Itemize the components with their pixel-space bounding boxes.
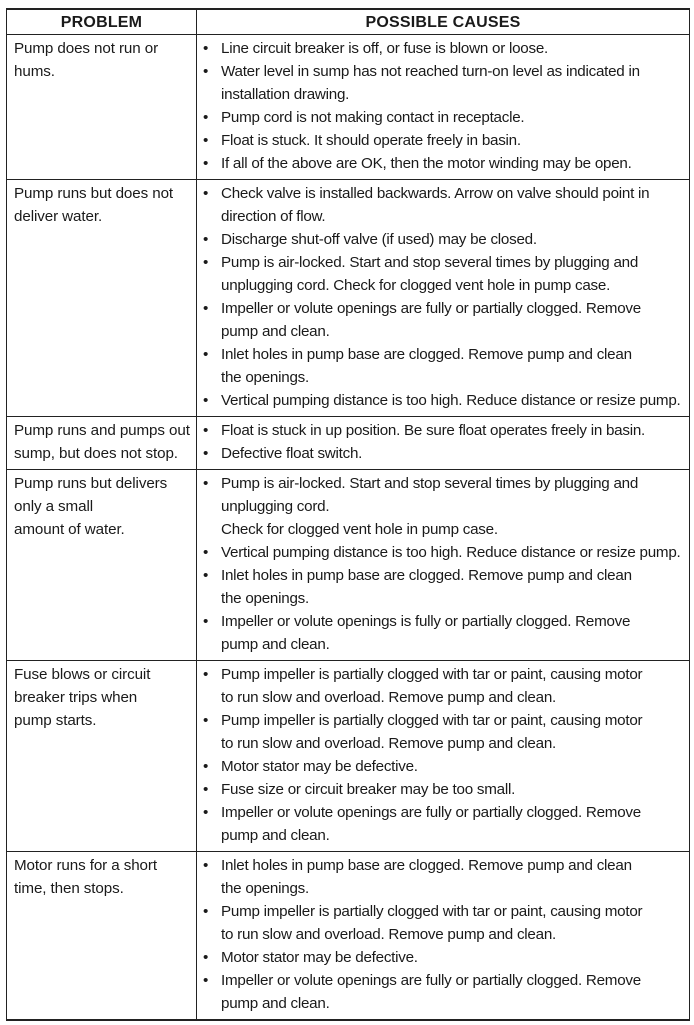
cause-item (201, 152, 687, 175)
cause-text-line: to run slow and overload. Remove pump and clean. (221, 689, 556, 706)
problem-text-line: Motor runs for a short (14, 857, 157, 874)
bullet-icon: • (203, 544, 209, 561)
cause-text-line: pump and clean. (221, 827, 330, 844)
bullet-icon: • (203, 475, 209, 492)
bullet-icon: • (203, 109, 209, 126)
bullet-icon: • (203, 613, 209, 630)
cause-item (201, 182, 687, 228)
cause-text-line: pump and clean. (221, 995, 330, 1012)
table-row (7, 852, 690, 1021)
header-possible-causes: POSSIBLE CAUSES (197, 9, 690, 35)
cause-text-line: installation drawing. (221, 86, 350, 103)
problem-text-line: Fuse blows or circuit (14, 666, 151, 683)
cause-text-line: pump and clean. (221, 323, 330, 340)
cause-text-line: Motor stator may be defective. (221, 949, 418, 966)
problem-text-line: Pump does not run or (14, 40, 159, 57)
bullet-icon: • (203, 155, 209, 172)
cause-list (201, 419, 687, 465)
bullet-icon: • (203, 254, 209, 271)
table-row (7, 417, 690, 470)
causes-cell (197, 417, 690, 470)
cause-item (201, 472, 687, 541)
problem-text-line: Pump runs but does not (14, 185, 174, 202)
cause-text-line: Inlet holes in pump base are clogged. Remove pump and clean (221, 567, 632, 584)
cause-list (201, 472, 687, 656)
causes-cell (197, 35, 690, 180)
problem-cell (7, 852, 197, 1021)
bullet-icon: • (203, 903, 209, 920)
bullet-icon: • (203, 445, 209, 462)
cause-text-line: Inlet holes in pump base are clogged. Remove pump and clean (221, 346, 632, 363)
cause-text-line: Check for clogged vent hole in pump case. (221, 521, 498, 538)
bullet-icon: • (203, 185, 209, 202)
cause-item (201, 755, 687, 778)
table-row (7, 470, 690, 661)
problem-text-line: time, then stops. (14, 880, 124, 897)
table-body (7, 35, 690, 1021)
cause-item (201, 60, 687, 106)
cause-text-line: Vertical pumping distance is too high. Reduce distance or resize pump. (221, 392, 681, 409)
bullet-icon: • (203, 132, 209, 149)
bullet-icon: • (203, 972, 209, 989)
problem-text-line: pump starts. (14, 712, 97, 729)
bullet-icon: • (203, 346, 209, 363)
cause-text-line: Impeller or volute openings is fully or partially clogged. Remove (221, 613, 631, 630)
cause-list (201, 854, 687, 1015)
causes-cell (197, 470, 690, 661)
problem-cell (7, 470, 197, 661)
cause-text-line: Pump impeller is partially clogged with tar or paint, causing motor (221, 903, 643, 920)
cause-text-line: direction of flow. (221, 208, 326, 225)
cause-text-line: Defective float switch. (221, 445, 363, 462)
table-row (7, 180, 690, 417)
cause-item (201, 343, 687, 389)
cause-item (201, 129, 687, 152)
cause-text-line: Motor stator may be defective. (221, 758, 418, 775)
cause-text-line: Water level in sump has not reached turn-on level as indicated in (221, 63, 640, 80)
problem-text-line: Pump runs but delivers (14, 475, 168, 492)
bullet-icon: • (203, 758, 209, 775)
bullet-icon: • (203, 231, 209, 248)
bullet-icon: • (203, 857, 209, 874)
cause-text-line: Check valve is installed backwards. Arrow on valve should point in (221, 185, 650, 202)
bullet-icon: • (203, 40, 209, 57)
cause-text-line: Impeller or volute openings are fully or partially clogged. Remove (221, 972, 641, 989)
cause-item (201, 37, 687, 60)
cause-text-line: unplugging cord. Check for clogged vent hole in pump case. (221, 277, 611, 294)
bullet-icon: • (203, 804, 209, 821)
bullet-icon: • (203, 422, 209, 439)
cause-text-line: If all of the above are OK, then the motor winding may be open. (221, 155, 632, 172)
cause-text-line: Impeller or volute openings are fully or partially clogged. Remove (221, 300, 641, 317)
problem-cell (7, 35, 197, 180)
cause-text-line: unplugging cord. (221, 498, 330, 515)
cause-item (201, 900, 687, 946)
bullet-icon: • (203, 392, 209, 409)
cause-text-line: Discharge shut-off valve (if used) may be closed. (221, 231, 537, 248)
cause-text-line: Pump is air-locked. Start and stop several times by plugging and (221, 475, 639, 492)
problem-text-line: sump, but does not stop. (14, 445, 178, 462)
problem-cell (7, 417, 197, 470)
cause-text-line: Vertical pumping distance is too high. Reduce distance or resize pump. (221, 544, 681, 561)
table-row (7, 35, 690, 180)
problem-cell (7, 180, 197, 417)
cause-text-line: Inlet holes in pump base are clogged. Remove pump and clean (221, 857, 632, 874)
cause-item (201, 969, 687, 1015)
problem-cell (7, 661, 197, 852)
problem-text-line: deliver water. (14, 208, 103, 225)
causes-cell (197, 661, 690, 852)
cause-item (201, 564, 687, 610)
cause-text-line: Float is stuck. It should operate freely in basin. (221, 132, 521, 149)
cause-item (201, 778, 687, 801)
cause-text-line: Pump cord is not making contact in receptacle. (221, 109, 525, 126)
cause-item (201, 663, 687, 709)
troubleshooting-table-wrapper (6, 8, 689, 1021)
cause-text-line: the openings. (221, 369, 309, 386)
table-row (7, 661, 690, 852)
cause-text-line: the openings. (221, 880, 309, 897)
cause-item (201, 297, 687, 343)
causes-cell (197, 852, 690, 1021)
cause-list (201, 182, 687, 412)
cause-text-line: the openings. (221, 590, 309, 607)
cause-item (201, 251, 687, 297)
cause-list (201, 663, 687, 847)
bullet-icon: • (203, 567, 209, 584)
problem-text-line: hums. (14, 63, 55, 80)
bullet-icon: • (203, 781, 209, 798)
cause-text-line: pump and clean. (221, 636, 330, 653)
bullet-icon: • (203, 712, 209, 729)
cause-item (201, 419, 687, 442)
cause-item (201, 228, 687, 251)
problem-text-line: Pump runs and pumps out (14, 422, 190, 439)
cause-item (201, 854, 687, 900)
cause-text-line: Pump impeller is partially clogged with tar or paint, causing motor (221, 666, 643, 683)
cause-text-line: Pump impeller is partially clogged with tar or paint, causing motor (221, 712, 643, 729)
cause-item (201, 106, 687, 129)
bullet-icon: • (203, 63, 209, 80)
bullet-icon: • (203, 300, 209, 317)
cause-item (201, 709, 687, 755)
cause-text-line: Pump is air-locked. Start and stop several times by plugging and (221, 254, 639, 271)
cause-item (201, 610, 687, 656)
problem-text-line: only a small (14, 498, 93, 515)
cause-text-line: Fuse size or circuit breaker may be too small. (221, 781, 516, 798)
cause-item (201, 946, 687, 969)
cause-item (201, 801, 687, 847)
troubleshooting-table (6, 8, 690, 1021)
header-problem: PROBLEM (7, 9, 197, 35)
problem-text-line: amount of water. (14, 521, 125, 538)
cause-text-line: Impeller or volute openings are fully or partially clogged. Remove (221, 804, 641, 821)
cause-text-line: Float is stuck in up position. Be sure float operates freely in basin. (221, 422, 646, 439)
bullet-icon: • (203, 666, 209, 683)
causes-cell (197, 180, 690, 417)
cause-text-line: to run slow and overload. Remove pump and clean. (221, 926, 556, 943)
cause-item (201, 541, 687, 564)
table-header-row (7, 9, 690, 35)
cause-item (201, 442, 687, 465)
cause-text-line: to run slow and overload. Remove pump and clean. (221, 735, 556, 752)
problem-text-line: breaker trips when (14, 689, 138, 706)
cause-text-line: Line circuit breaker is off, or fuse is blown or loose. (221, 40, 549, 57)
bullet-icon: • (203, 949, 209, 966)
cause-item (201, 389, 687, 412)
cause-list (201, 37, 687, 175)
